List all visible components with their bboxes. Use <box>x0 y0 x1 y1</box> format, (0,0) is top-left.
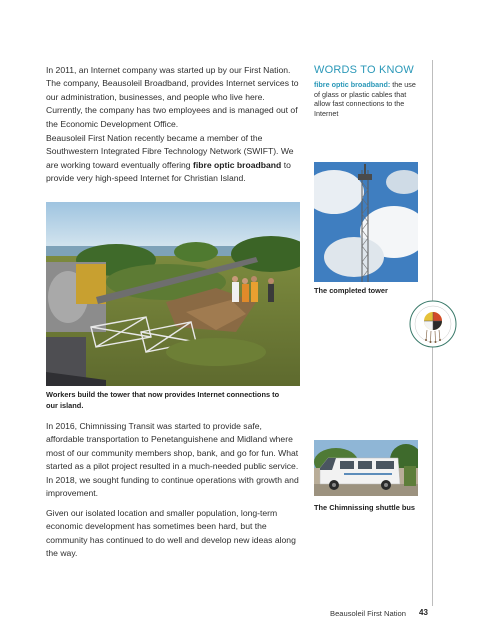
bus-photo <box>314 440 418 496</box>
paragraph-swift-bold-term: fibre optic broadband <box>192 159 282 170</box>
caption-bus: The Chimnissing shuttle bus <box>314 503 416 512</box>
caption-workers: Workers build the tower that now provides Internet connections to our island. <box>46 390 280 410</box>
paragraph-transit: In 2016, Chimnissing Transit was started to provide safe, affordable transportation to Penetanguishene and Midland where most of our community members shop, bank, and go for fun. What started as a pilot project resulted in a much-needed public service. In 2018, we sought funding to continue operations with growth and improvement. <box>46 421 299 499</box>
words-to-know-definition-text: the use of glass or plastic cables that allow fast connections to the Internet <box>314 80 416 118</box>
paragraph-swift-text-2: to provide very high-speed Internet for Christian Island. <box>46 159 291 184</box>
paragraph-internet-company: In 2011, an Internet company was started up by our First Nation. The company, Beausoleil Broadband, provides Internet services to our administration, businesses, and people who live here. Currently, the company has two employees and is managed out of the Economic Development Office. <box>46 65 299 129</box>
page-number: 43 <box>419 608 428 617</box>
words-to-know-term: fibre optic broadband: <box>314 80 391 89</box>
paragraph-swift-text-1: Beausoleil First Nation recently became a member of the Southwestern Integrated Fibre Technology Network (SWIFT). We are working toward eventually offering <box>46 133 294 170</box>
tower-photo <box>314 162 418 282</box>
beausoleil-seal-icon <box>409 300 457 348</box>
workers-photo <box>46 202 300 386</box>
paragraph-development: Given our isolated location and smaller population, long-term economic development has sometimes been hard, but the community has continued to do well and develop new ideas along the way. <box>46 508 296 559</box>
paragraph-swift <box>46 132 302 186</box>
words-to-know-definition <box>314 80 420 118</box>
caption-tower: The completed tower <box>314 286 388 295</box>
words-to-know-title: WORDS TO KNOW <box>314 64 414 76</box>
footer-community-name: Beausoleil First Nation <box>330 609 406 618</box>
